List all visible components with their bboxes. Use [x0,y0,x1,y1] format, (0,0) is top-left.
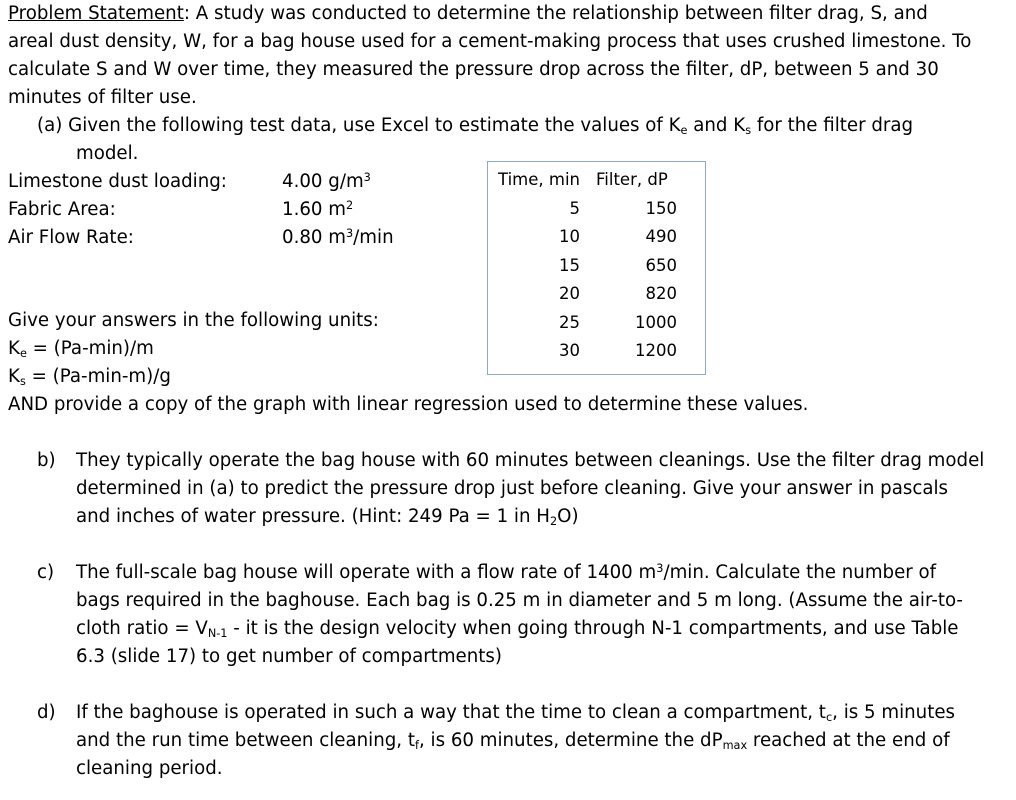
intro-text-1: : A study was conducted to determine the relationship between filter drag, S, and [183,3,928,24]
param-label-air-flow: Air Flow Rate: [8,227,134,248]
table-cell-time: 10 [559,227,580,246]
param-value-dust-loading: 4.00 $g/m^3$ [282,170,371,192]
ke-units: $K_e = (Pa-\min)/m$ [8,338,154,360]
param-label-fabric-area: Fabric Area: [8,199,116,220]
param-value-fabric-area: 1.60 $m^2$ [282,198,354,220]
graph-instruction: AND provide a copy of the graph with linear regression used to determine these values. [8,394,809,415]
part-c-marker: c) [37,562,55,583]
problem-statement-line-4: minutes of filter use. [8,87,197,108]
part-b-line-2: determined in (a) to predict the pressure drop just before cleaning. Give your answer in pascals [76,478,949,499]
part-d-line-2: and the run time between cleaning, $t_f$, is 60 minutes, determine the $dP_{max}$ reached at the end of [76,730,950,752]
table-cell-time: 20 [559,284,580,303]
part-d-line-1: If the baghouse is operated in such a way that the time to clean a compartment, $t_c$, is 5 minutes [76,702,955,724]
part-b-marker: b) [37,450,56,471]
test-data-table [487,161,706,375]
problem-statement-line-1 [8,0,928,28]
ks-units: $K_s = (Pa-\min-m)/g$ [8,366,171,388]
problem-statement-line-2: areal dust density, W, for a bag house used for a cement-making process that uses crushed limestone. To [8,31,972,52]
part-d-line-3: cleaning period. [76,758,223,779]
problem-statement-line-3: calculate S and W over time, they measured the pressure drop across the filter, dP, between 5 and 30 [8,59,939,80]
table-header-time: Time, min [498,170,580,189]
table-cell-time: 25 [559,313,580,332]
table-cell-dp: 490 [645,227,677,246]
part-d-marker: d) [37,702,56,723]
table-cell-dp: 820 [645,284,677,303]
table-cell-dp: 650 [645,256,677,275]
part-a-line-1: (a) Given the following test data, use Excel to estimate the values of $K_e$ and $K_s$ for the filter drag [37,115,914,137]
units-intro: Give your answers in the following units: [8,310,379,331]
table-cell-dp: 1200 [635,341,677,360]
param-value-air-flow: 0.80 $m^3/\min$ [282,226,394,248]
part-b-line-3: and inches of water pressure. (Hint: 249 Pa = 1 in $H_2O$) [76,506,579,528]
part-b-line-1: They typically operate the bag house with 60 minutes between cleanings. Use the filter drag model [76,450,985,471]
table-header-dp: Filter, dP [596,170,668,189]
part-a-line-2: model. [76,143,139,164]
table-cell-dp: 150 [645,199,677,218]
table-cell-dp: 1000 [635,313,677,332]
part-c-line-4: 6.3 (slide 17) to get number of compartments) [76,646,502,667]
table-cell-time: 30 [559,341,580,360]
table-cell-time: 5 [569,199,580,218]
table-cell-time: 15 [559,256,580,275]
part-c-line-3: cloth ratio = $V_{N-1}$ - it is the design velocity when going through N-1 compartments, and use Table [76,618,959,640]
part-c-line-1: The full-scale bag house will operate with a flow rate of 1400 $m^3/\min$. Calculate the number of [76,561,937,583]
problem-statement-heading: Problem Statement [8,3,184,24]
part-c-line-2: bags required in the baghouse. Each bag is 0.25 m in diameter and 5 m long. (Assume the air-to- [76,590,963,611]
param-label-dust-loading: Limestone dust loading: [8,171,227,192]
